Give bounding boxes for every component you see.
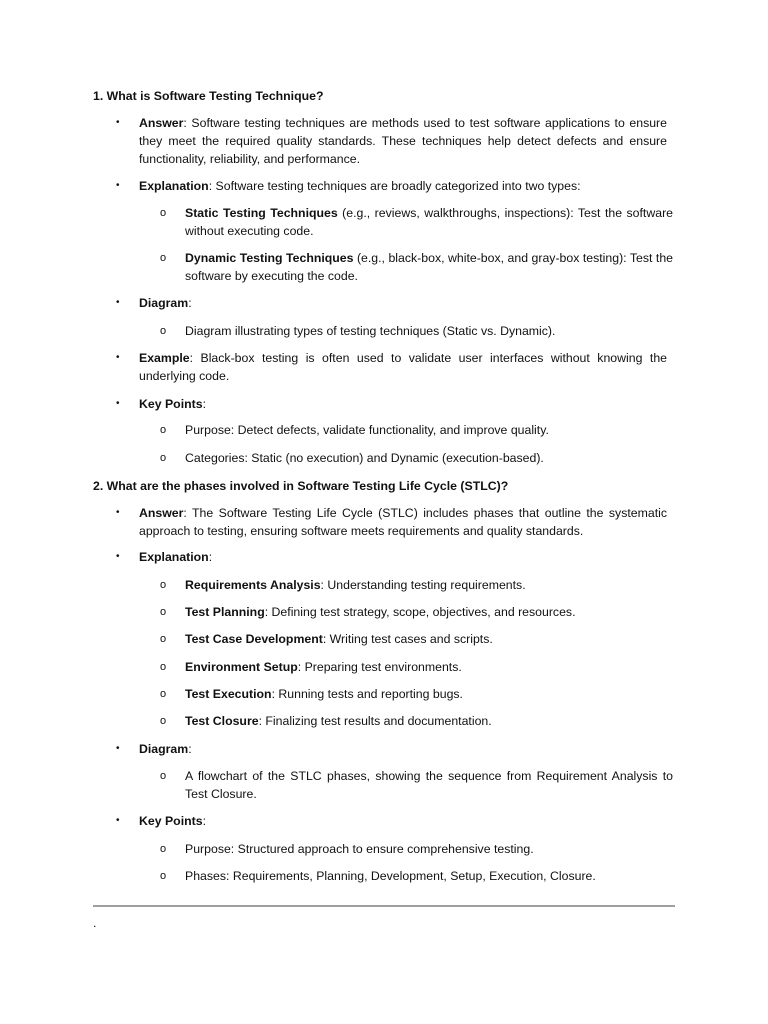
horizontal-rule	[93, 905, 675, 907]
item-label: Test Planning	[185, 605, 265, 619]
sub-bullet-icon: o	[160, 325, 167, 337]
explanation-label: Explanation	[139, 550, 209, 564]
q2-diagram	[139, 740, 667, 758]
question-1-heading: 1. What is Software Testing Technique?	[93, 89, 324, 103]
item-text: : Understanding testing requirements.	[320, 578, 526, 592]
explanation-label: Explanation	[139, 179, 209, 193]
diagram-label: Diagram	[139, 296, 189, 310]
answer-label: Answer	[139, 116, 184, 130]
sub-bullet-icon: o	[160, 661, 167, 673]
q2-key-point-item: Phases: Requirements, Planning, Development, Setup, Execution, Closure.	[185, 869, 596, 883]
item-text: : Running tests and reporting bugs.	[271, 687, 463, 701]
q2-phase-item	[185, 576, 673, 594]
bullet-icon: •	[116, 180, 120, 191]
answer-text: : Software testing techniques are methods used to test software applications to ensure they meet the required quality standards. These techniques help detect defects and ensure functionality, reliability, and performance.	[139, 116, 667, 166]
q2-phase-item	[185, 603, 673, 621]
sub-bullet-icon: o	[160, 579, 167, 591]
sub-bullet-icon: o	[160, 688, 167, 700]
item-text: : Finalizing test results and documentation.	[258, 714, 492, 728]
item-text: : Preparing test environments.	[297, 660, 462, 674]
example-text: : Black-box testing is often used to validate user interfaces without knowing the underlying code.	[139, 351, 667, 383]
q1-diagram	[139, 294, 667, 312]
q1-diagram-item: Diagram illustrating types of testing techniques (Static vs. Dynamic).	[185, 324, 556, 338]
q2-key-point-item: Purpose: Structured approach to ensure comprehensive testing.	[185, 842, 534, 856]
key-points-text: :	[202, 814, 206, 828]
example-label: Example	[139, 351, 190, 365]
explanation-text: : Software testing techniques are broadly categorized into two types:	[208, 179, 581, 193]
item-text: (e.g., black-box, white-box, and gray-box testing): Test the software by executing the code.	[185, 251, 673, 283]
item-label: Static Testing Techniques	[185, 206, 338, 220]
answer-text: : The Software Testing Life Cycle (STLC) includes phases that outline the systematic approach to testing, ensuring software meets requirements and quality standards.	[139, 506, 667, 538]
q2-phase-item	[185, 658, 673, 676]
q2-phase-item	[185, 712, 673, 730]
bullet-icon: •	[116, 352, 120, 363]
sub-bullet-icon: o	[160, 452, 167, 464]
q2-answer	[139, 504, 667, 540]
item-text: : Writing test cases and scripts.	[322, 632, 493, 646]
q1-key-point-item: Categories: Static (no execution) and Dynamic (execution-based).	[185, 451, 544, 465]
sub-bullet-icon: o	[160, 715, 167, 727]
q2-phase-item	[185, 685, 673, 703]
item-label: Test Case Development	[185, 632, 323, 646]
bullet-icon: •	[116, 507, 120, 518]
item-label: Requirements Analysis	[185, 578, 321, 592]
explanation-text: :	[208, 550, 213, 564]
q1-explanation	[139, 177, 667, 195]
q2-diagram-item: A flowchart of the STLC phases, showing the sequence from Requirement Analysis to Test Closure.	[185, 769, 673, 801]
sub-bullet-icon: o	[160, 606, 167, 618]
diagram-text: :	[188, 296, 192, 310]
item-text: : Defining test strategy, scope, objectives, and resources.	[264, 605, 576, 619]
question-2-heading: 2. What are the phases involved in Software Testing Life Cycle (STLC)?	[93, 479, 509, 493]
sub-bullet-icon: o	[160, 770, 167, 782]
q2-explanation	[139, 548, 667, 566]
item-label: Environment Setup	[185, 660, 298, 674]
sub-bullet-icon: o	[160, 843, 167, 855]
bullet-icon: •	[116, 743, 120, 754]
sub-bullet-icon: o	[160, 252, 167, 264]
q1-key-point-item: Purpose: Detect defects, validate functionality, and improve quality.	[185, 423, 549, 437]
key-points-text: :	[202, 397, 206, 411]
diagram-label: Diagram	[139, 742, 189, 756]
diagram-text: :	[188, 742, 192, 756]
item-label: Test Execution	[185, 687, 272, 701]
bullet-icon: •	[116, 297, 120, 308]
answer-label: Answer	[139, 506, 184, 520]
key-points-label: Key Points	[139, 814, 203, 828]
bullet-icon: •	[116, 551, 120, 562]
q1-key-points	[139, 395, 667, 413]
q1-explanation-item	[185, 249, 673, 285]
sub-bullet-icon: o	[160, 633, 167, 645]
q2-key-points	[139, 812, 667, 830]
sub-bullet-icon: o	[160, 870, 167, 882]
bullet-icon: •	[116, 815, 120, 826]
q1-explanation-item	[185, 204, 673, 240]
sub-bullet-icon: o	[160, 424, 167, 436]
item-label: Dynamic Testing Techniques	[185, 251, 354, 265]
item-label: Test Closure	[185, 714, 259, 728]
bullet-icon: •	[116, 117, 120, 128]
footer-mark: .	[93, 916, 97, 930]
item-text: (e.g., reviews, walkthroughs, inspections): Test the software without executing code.	[185, 206, 673, 238]
sub-bullet-icon: o	[160, 207, 167, 219]
key-points-label: Key Points	[139, 397, 203, 411]
q2-phase-item	[185, 630, 673, 648]
bullet-icon: •	[116, 398, 120, 409]
q1-example	[139, 349, 667, 385]
q1-answer	[139, 114, 667, 168]
